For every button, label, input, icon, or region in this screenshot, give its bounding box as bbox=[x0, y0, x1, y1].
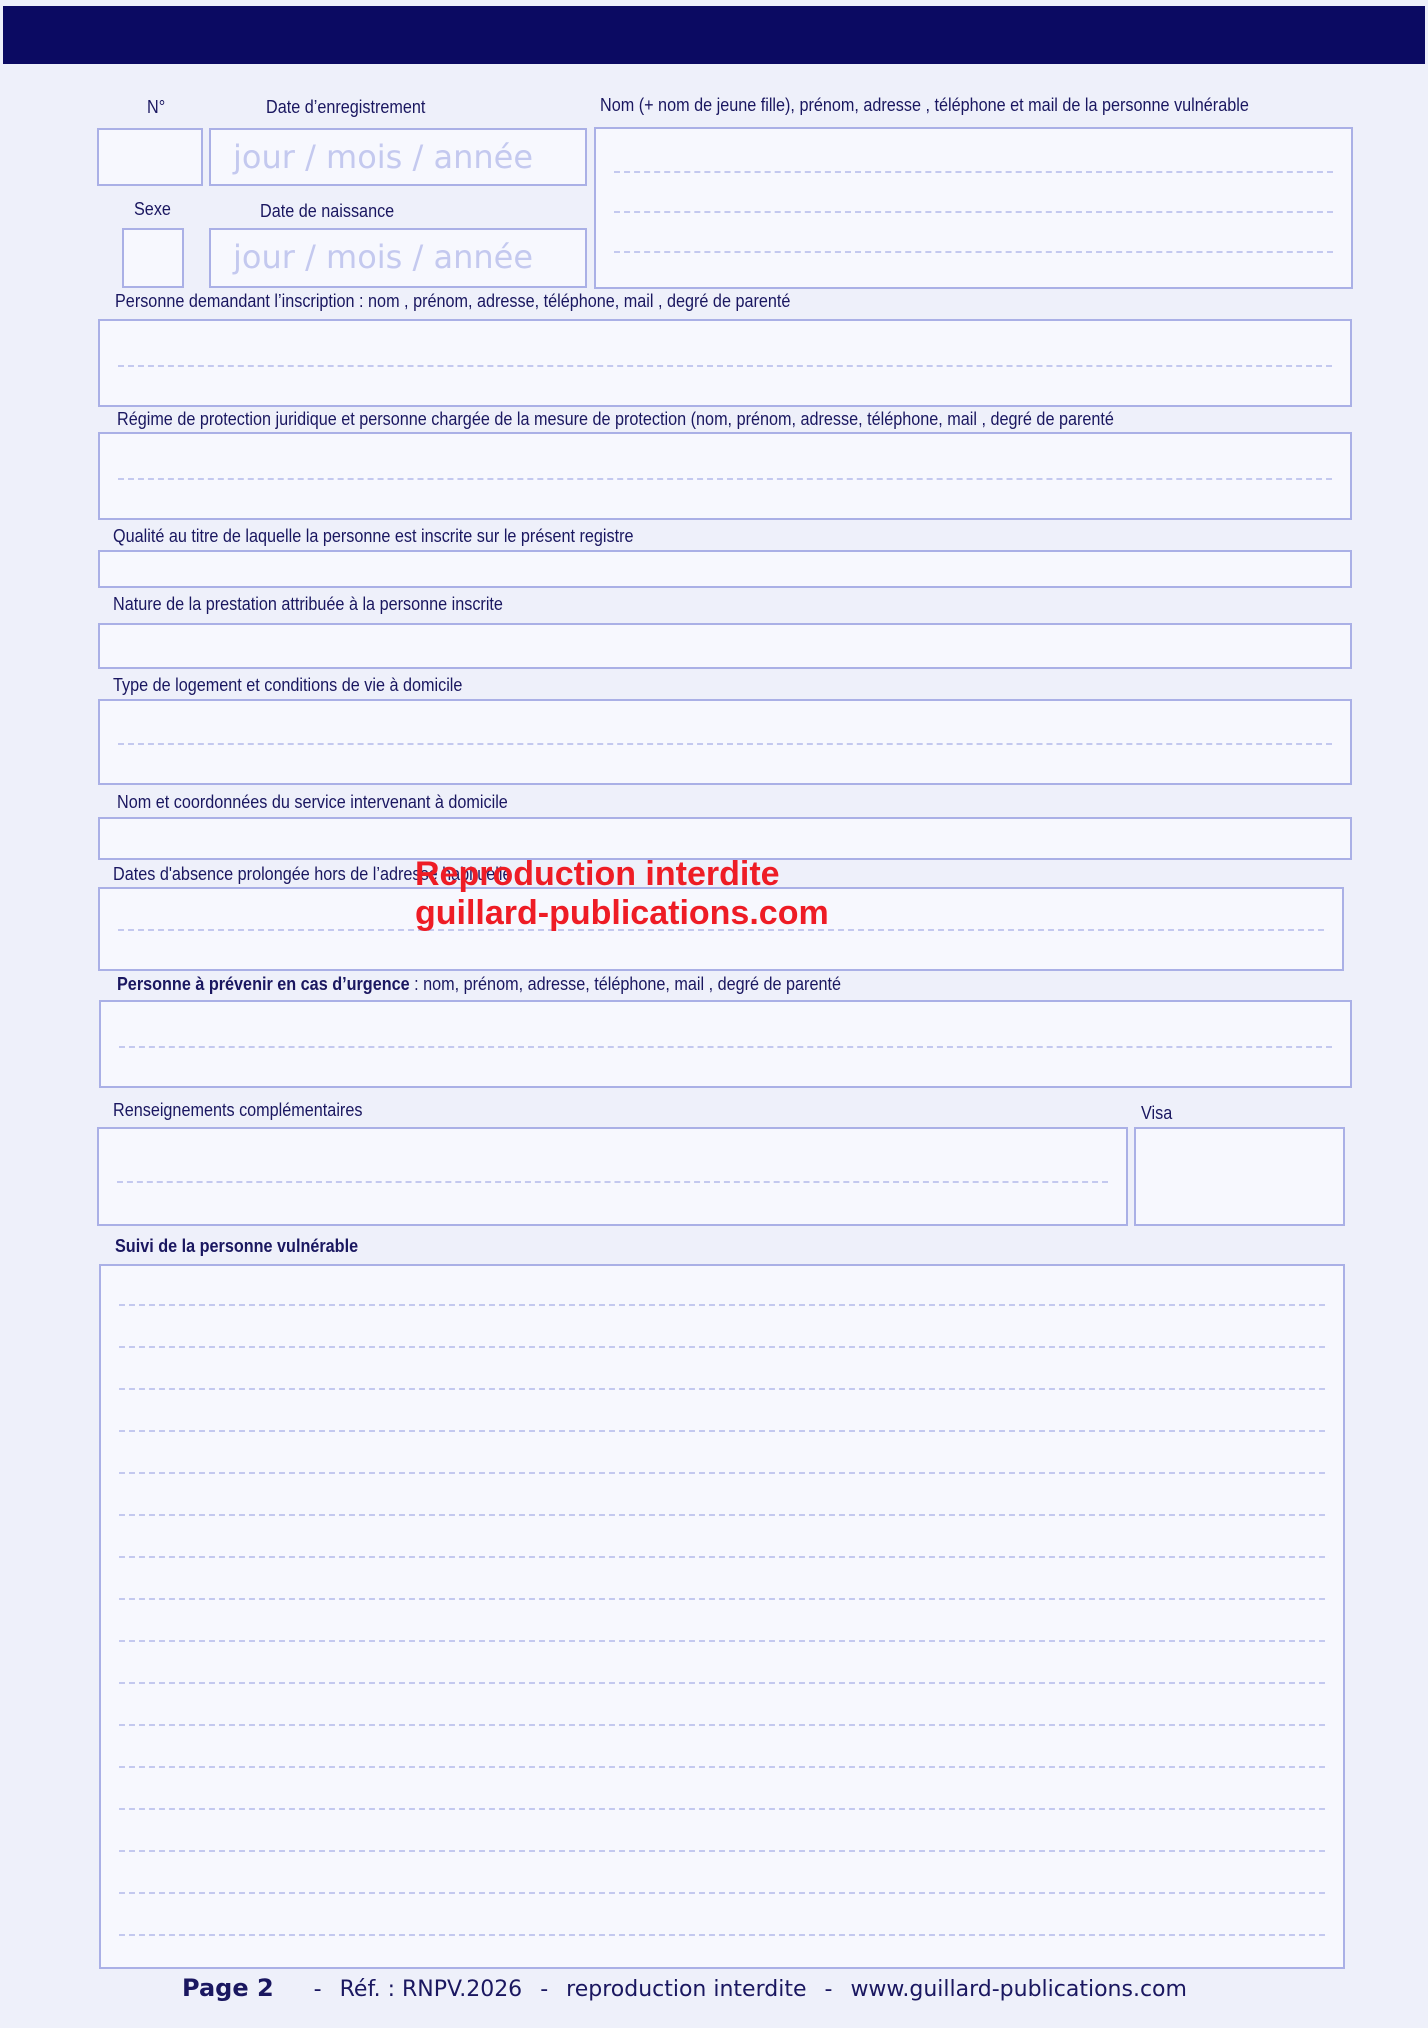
footer-website: www.guillard-publications.com bbox=[850, 1977, 1187, 2002]
demandeur-field[interactable] bbox=[98, 319, 1352, 407]
date-naissance-label: Date de naissance bbox=[260, 201, 395, 221]
footer-reference: Réf. : RNPV.2026 bbox=[339, 1977, 523, 2002]
writing-line bbox=[119, 1892, 1325, 1894]
urgence-label-bold: Personne à prévenir en cas d’urgence bbox=[117, 974, 410, 994]
writing-line bbox=[119, 1934, 1325, 1936]
visa-label: Visa bbox=[1141, 1103, 1173, 1123]
qualite-label: Qualité au titre de laquelle la personne est inscrite sur le présent registre bbox=[113, 526, 634, 546]
writing-line bbox=[118, 365, 1332, 367]
writing-line bbox=[119, 1346, 1325, 1348]
writing-line bbox=[119, 1766, 1325, 1768]
service-label: Nom et coordonnées du service intervenant à domicile bbox=[117, 792, 508, 812]
demandeur-label: Personne demandant l’inscription : nom , prénom, adresse, téléphone, mail , degré de parenté bbox=[115, 291, 791, 311]
page-footer: Page 2 - Réf. : RNPV.2026 - reproduction interdite - www.guillard-publications.com bbox=[182, 1974, 1187, 2002]
urgence-field[interactable] bbox=[99, 1000, 1352, 1088]
writing-line bbox=[119, 1598, 1325, 1600]
writing-line bbox=[119, 1556, 1325, 1558]
footer-notice: reproduction interdite bbox=[566, 1977, 807, 2002]
suivi-label bbox=[115, 1236, 358, 1257]
header-bar bbox=[3, 6, 1425, 64]
watermark bbox=[415, 855, 829, 933]
writing-line bbox=[119, 1046, 1332, 1048]
visa-field[interactable] bbox=[1134, 1127, 1345, 1226]
writing-line bbox=[118, 478, 1332, 480]
writing-line bbox=[119, 1430, 1325, 1432]
watermark-line-1: Reproduction interdite bbox=[415, 855, 780, 893]
writing-line bbox=[614, 171, 1333, 173]
nom-personne-label: Nom (+ nom de jeune fille), prénom, adresse , téléphone et mail de la personne vulnérable bbox=[600, 95, 1249, 115]
date-enregistrement-placeholder: jour / mois / année bbox=[233, 138, 534, 176]
absence-label: Dates d'absence prolongée hors de l’adresse habituelle bbox=[113, 864, 512, 884]
writing-line bbox=[119, 1472, 1325, 1474]
nature-label: Nature de la prestation attribuée à la personne inscrite bbox=[113, 594, 503, 614]
writing-line bbox=[117, 1181, 1108, 1183]
service-field[interactable] bbox=[98, 817, 1352, 860]
writing-line bbox=[119, 1640, 1325, 1642]
writing-line bbox=[119, 1304, 1325, 1306]
sexe-field[interactable] bbox=[122, 228, 184, 288]
writing-line bbox=[119, 1808, 1325, 1810]
renseignements-label: Renseignements complémentaires bbox=[113, 1100, 363, 1120]
numero-field[interactable] bbox=[97, 128, 203, 186]
urgence-label bbox=[117, 974, 841, 995]
writing-line bbox=[119, 1682, 1325, 1684]
suivi-field[interactable] bbox=[99, 1264, 1345, 1969]
watermark-line-2: guillard-publications.com bbox=[415, 894, 829, 932]
writing-line bbox=[614, 251, 1333, 253]
urgence-label-rest: : nom, prénom, adresse, téléphone, mail , degré de parenté bbox=[409, 974, 841, 994]
writing-line bbox=[119, 1514, 1325, 1516]
regime-label: Régime de protection juridique et personne chargée de la mesure de protection (nom, prénom, adresse, téléphone, mail , degré de parenté bbox=[117, 409, 1114, 429]
date-enregistrement-field[interactable] bbox=[209, 128, 587, 186]
renseignements-field[interactable] bbox=[97, 1127, 1128, 1226]
writing-line bbox=[118, 743, 1332, 745]
date-naissance-placeholder: jour / mois / année bbox=[233, 238, 534, 276]
writing-line bbox=[119, 1724, 1325, 1726]
writing-line bbox=[614, 211, 1333, 213]
logement-field[interactable] bbox=[98, 699, 1352, 785]
sexe-label: Sexe bbox=[134, 199, 171, 219]
date-naissance-field[interactable] bbox=[209, 228, 587, 288]
date-enregistrement-label: Date d’enregistrement bbox=[266, 97, 426, 117]
writing-line bbox=[119, 1850, 1325, 1852]
qualite-field[interactable] bbox=[98, 550, 1352, 588]
writing-line bbox=[119, 1388, 1325, 1390]
suivi-label-bold: Suivi de la personne vulnérable bbox=[115, 1236, 359, 1256]
page-number: Page 2 bbox=[182, 1974, 274, 2002]
regime-field[interactable] bbox=[98, 432, 1352, 520]
nom-personne-field[interactable] bbox=[594, 127, 1353, 289]
logement-label: Type de logement et conditions de vie à domicile bbox=[113, 675, 463, 695]
nature-field[interactable] bbox=[98, 623, 1352, 669]
numero-label: N° bbox=[147, 97, 166, 117]
